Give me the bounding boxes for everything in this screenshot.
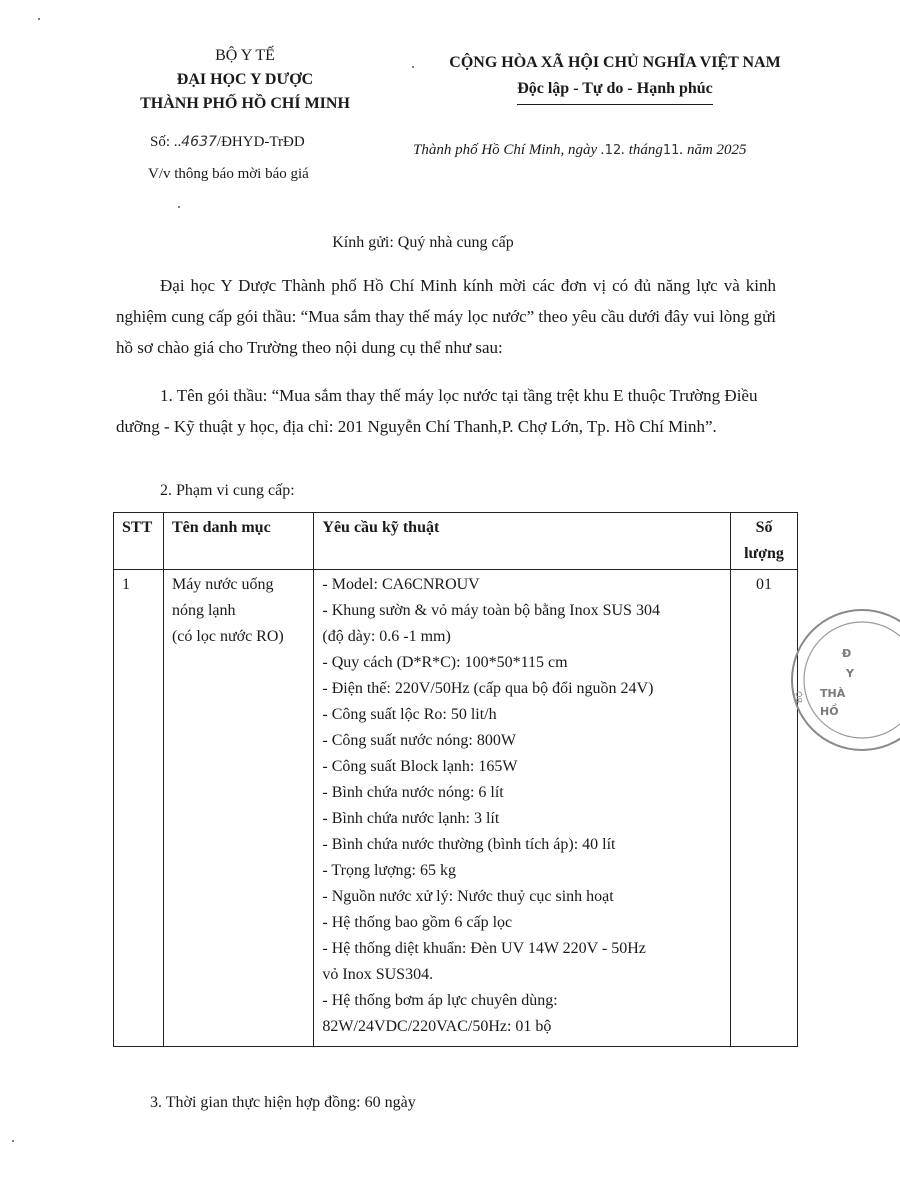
requirement-line: - Trọng lượng: 65 kg	[322, 862, 456, 879]
requirement-line: - Bình chứa nước nóng: 6 lít	[322, 784, 504, 801]
header-quantity-line1: Số	[755, 519, 773, 536]
date-month-handwritten: 11	[662, 143, 680, 158]
contract-duration-item: 3. Thời gian thực hiện hợp đồng: 60 ngày	[150, 1094, 416, 1111]
header-requirements: Yêu cầu kỹ thuật	[314, 513, 731, 570]
requirement-line: - Công suất lộc Ro: 50 lit/h	[322, 706, 497, 723]
subject-line: V/v thông báo mời báo giá	[148, 166, 309, 182]
requirement-line: 82W/24VDC/220VAC/50Hz: 01 bộ	[322, 1018, 552, 1035]
ref-prefix: Số: ..	[150, 134, 182, 150]
package-name-item: 1. Tên gói thầu: “Mua sắm thay thế máy lọc nước tại tầng trệt khu E thuộc Trường Điều dưỡng - Kỹ thuật y học, địa chỉ: 201 Nguyễn Chí Thanh,P. Chợ Lớn, Tp. Hồ Chí Minh”.	[116, 386, 758, 436]
university-name-line2: THÀNH PHỐ HỒ CHÍ MINH	[140, 95, 350, 112]
requirement-line: - Công suất Block lạnh: 165W	[322, 758, 518, 775]
requirement-line: - Hệ thống bơm áp lực chuyên dùng:	[322, 992, 558, 1009]
date-mid: tháng	[628, 142, 663, 158]
intro-paragraph: Đại học Y Dược Thành phố Hồ Chí Minh kính mời các đơn vị có đủ năng lực và kinh nghiệm cung cấp gói thầu: “Mua sắm thay thế máy lọc nước” theo yêu cầu dưới đây vui lòng gửi hồ sơ chào giá cho Trường theo nội dung cụ thể như sau:	[116, 276, 776, 357]
header-stt: STT	[114, 513, 164, 570]
date-line: Thành phố Hồ Chí Minh, ngày .12. tháng11. năm 2025	[413, 142, 747, 158]
reference-number	[150, 134, 305, 151]
cell-requirements	[314, 570, 731, 1047]
stamp-text: HỒ	[820, 705, 839, 718]
requirement-line: - Điện thế: 220V/50Hz (cấp qua bộ đổi nguồn 24V)	[322, 680, 654, 697]
requirement-line: (độ dày: 0.6 -1 mm)	[322, 628, 451, 645]
scan-speck	[12, 1140, 14, 1142]
item-name-line: nóng lạnh	[171, 602, 236, 619]
requirement-line: vỏ Inox SUS304.	[322, 966, 434, 983]
stamp-text: Y	[846, 667, 854, 680]
item-name-line: (có lọc nước RO)	[171, 628, 284, 645]
requirement-line: - Model: CA6CNROUV	[322, 576, 480, 593]
date-prefix: Thành phố Hồ Chí Minh, ngày	[413, 142, 598, 158]
cell-item-name	[163, 570, 313, 1047]
requirement-line: - Bình chứa nước thường (bình tích áp): 40 lít	[322, 836, 616, 853]
scope-item-heading: 2. Phạm vi cung cấp:	[160, 482, 295, 499]
official-stamp	[790, 605, 900, 755]
requirement-line: - Bình chứa nước lạnh: 3 lít	[322, 810, 500, 827]
requirement-line: - Quy cách (D*R*C): 100*50*115 cm	[322, 654, 568, 671]
national-header	[410, 50, 820, 105]
date-suffix: . năm 2025	[679, 142, 747, 158]
table-header-row	[114, 513, 798, 570]
national-motto: Độc lập - Tự do - Hạnh phúc	[517, 76, 713, 105]
requirement-line: - Hệ thống diệt khuẩn: Đèn UV 14W 220V - 50Hz	[322, 940, 646, 957]
requirement-line: - Hệ thống bao gồm 6 cấp lọc	[322, 914, 513, 931]
ministry-name: BỘ Y TẾ	[215, 47, 275, 64]
scan-speck	[38, 18, 40, 20]
greeting: Kính gửi: Quý nhà cung cấp	[332, 234, 514, 251]
country-name: CỘNG HÒA XÃ HỘI CHỦ NGHĨA VIỆT NAM	[449, 54, 781, 71]
header-quantity	[731, 513, 798, 570]
scan-speck	[178, 206, 180, 208]
stamp-text: BỘ	[795, 691, 804, 703]
item-name-line: Máy nước uống	[171, 576, 274, 593]
ref-suffix: /ĐHYD-TrĐD	[216, 134, 305, 150]
requirement-line: - Nguồn nước xử lý: Nước thuỷ cục sinh hoạt	[322, 888, 614, 905]
issuer-header	[100, 44, 390, 116]
table-row	[114, 570, 798, 1047]
stamp-text: Đ	[842, 647, 852, 660]
requirement-line: - Công suất nước nóng: 800W	[322, 732, 516, 749]
date-day-handwritten: 12	[604, 143, 622, 158]
cell-quantity: 01	[731, 570, 798, 1047]
header-quantity-line2: lượng	[744, 545, 784, 562]
scan-speck	[412, 66, 414, 68]
stamp-text: THÀ	[820, 687, 846, 700]
specification-table	[113, 512, 798, 1047]
university-name-line1: ĐẠI HỌC Y DƯỢC	[176, 71, 314, 88]
header-item-name: Tên danh mục	[163, 513, 313, 570]
cell-stt: 1	[114, 570, 164, 1047]
ref-number-handwritten: 4637	[181, 134, 217, 150]
requirement-line: - Khung sườn & vỏ máy toàn bộ bằng Inox SUS 304	[322, 602, 660, 619]
